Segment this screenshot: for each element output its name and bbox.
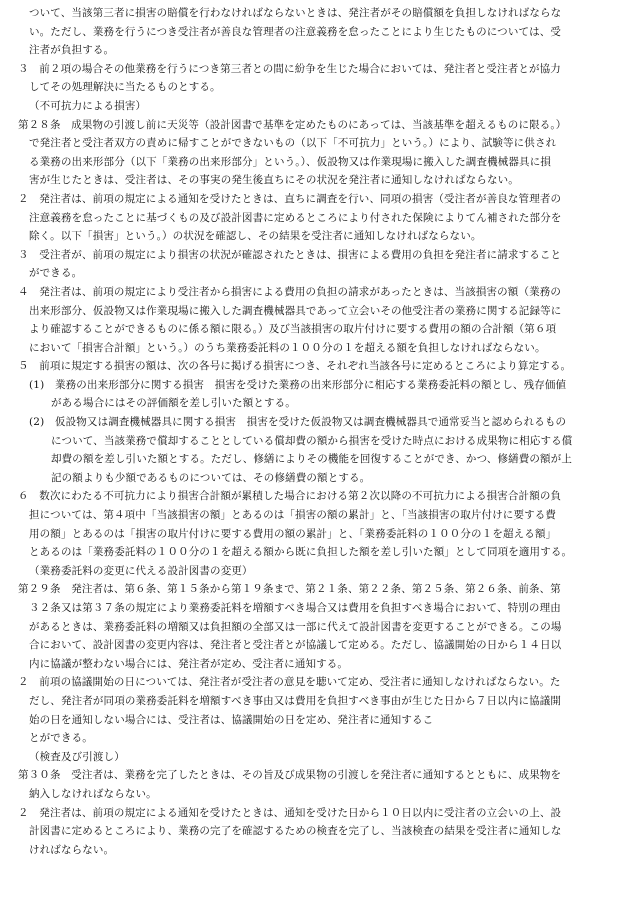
- document-line: において「損害合計額」という。）のうち業務委託料の１００分の１を超える額を負担しなければならない。: [29, 341, 546, 354]
- document-line: 記の額よりも少額であるものについては、その修繕費の額とする。: [51, 471, 371, 484]
- document-line: より確認することができるものに係る額に限る。）及び当該損害の取片付けに要する費用の額の合計額（第６項: [29, 323, 557, 336]
- document-line: してその処理解決に当たるものとする。: [29, 81, 221, 94]
- document-line: とができる。: [29, 732, 93, 745]
- document-line: ６ 数次にわたる不可抗力により損害合計額が累積した場合における第２次以降の不可抗力による損害合計額の負: [18, 490, 562, 503]
- document-line: （検査及び引渡し）: [29, 750, 125, 763]
- document-line: ２ 前項の協議開始の日については、発注者が受注者の意見を聴いて定め、受注者に通知しなければならない。た: [18, 676, 561, 689]
- document-line: 始の日を通知しない場合には、受注者は、協議開始の日を定め、発注者に通知するこ: [29, 713, 434, 726]
- document-line: 納入しなければならない。: [29, 787, 157, 800]
- document-line: とあるのは「業務委託料の１００分の１を超える額から既に負担した額を差し引いた額」として同項を適用する。: [29, 546, 573, 559]
- document-line: ３ 受注者が、前項の規定により損害の状況が確認されたときは、損害による費用の負担を発注者に請求すること: [18, 248, 562, 261]
- document-line: ４ 発注者は、前項の規定により受注者から損害による費用の負担の請求があったときは、当該損害の額（業務の: [18, 285, 562, 298]
- document-line: 内に協議が整わない場合には、発注者が定め、受注者に通知する。: [29, 657, 349, 670]
- document-line: 用の額」とあるのは「損害の取片付けに要する費用の額の累計」と、「業務委託料の１００分の１を超える額」: [29, 527, 557, 540]
- document-line: 却費の額を差し引いた額とする。ただし、修繕によりその機能を回復することができ、かつ、修繕費の額が上: [51, 453, 573, 466]
- document-line: ３ 前２項の場合その他業務を行うにつき第三者との間に紛争を生じた場合においては、発注者と受注者とが協力: [18, 62, 561, 75]
- document-body: [18, 4, 618, 859]
- document-line: (2) 仮設物又は調査機械器具に関する損害 損害を受けた仮設物又は調査機械器具で通常妥当と認められるもの: [29, 416, 567, 429]
- document-line: 計図書に定めるところにより、業務の完了を確認するための検査を完了し、当該検査の結果を受注者に通知しな: [29, 825, 562, 838]
- document-line: い。ただし、業務を行うにつき受注者が善良な管理者の注意義務を怠ったことにより生じたものについては、受: [29, 25, 562, 38]
- document-line: で発注者と受注者双方の責めに帰すことができないもの（以下「不可抗力」という。）により、試験等に供され: [29, 137, 557, 150]
- document-line: について、当該業務で償却することとしている償却費の額から損害を受けた時点における成果物に相応する償: [51, 434, 573, 447]
- document-line: 出来形部分、仮設物又は作業現場に搬入した調査機械器具であって立会いその他受注者の業務に関する記録等に: [29, 304, 562, 317]
- document-line: （不可抗力による損害）: [29, 99, 147, 112]
- document-line: ２ 発注者は、前項の規定による通知を受けたときは、直ちに調査を行い、同項の損害（受注者が善良な管理者の: [18, 192, 562, 205]
- document-line: 注意義務を怠ったことに基づくもの及び設計図書に定めるところにより付された保険によりてん補された部分を: [29, 211, 562, 224]
- document-line: 第２９条 発注者は、第６条、第１５条から第１９条まで、第２１条、第２２条、第２５条、第２６条、前条、第: [18, 583, 561, 596]
- document-line: 合において、設計図書の変更内容は、発注者と受注者とが協議して定める。ただし、協議開始の日から１４日以: [29, 639, 562, 652]
- document-line: ３２条又は第３７条の規定により業務委託料を増額すべき場合又は費用を負担すべき場合において、特別の理由: [29, 602, 561, 614]
- document-line: （業務委託料の変更に代える設計図書の変更）: [29, 564, 253, 577]
- document-line: る業務の出来形部分（以下「業務の出来形部分」という。）、仮設物又は作業現場に搬入した調査機械器具に損: [29, 155, 551, 168]
- document-line: 第３０条 受注者は、業務を完了したときは、その旨及び成果物の引渡しを発注者に通知するとともに、成果物を: [18, 769, 562, 782]
- document-line: ５ 前項に規定する損害の額は、次の各号に掲げる損害につき、それぞれ当該各号に定めるところにより算定する。: [18, 360, 572, 373]
- document-line: だし、発注者が同項の業務委託料を増額すべき事由又は費用を負担すべき事由が生じた日から７日以内に協議開: [29, 694, 562, 707]
- document-line: ２ 発注者は、前項の規定による通知を受けたときは、通知を受けた日から１０日以内に受注者の立会いの上、設: [18, 806, 562, 819]
- document-line: 担については、第４項中「当該損害の額」とあるのは「損害の額の累計」と、「当該損害の取片付けに要する費: [29, 509, 557, 522]
- document-line: がある場合にはその評価額を差し引いた額とする。: [51, 397, 296, 410]
- document-line: 害が生じたときは、受注者は、その事実の発生後直ちにその状況を発注者に通知しなければならない。: [29, 174, 519, 187]
- document-line: ができる。: [29, 267, 83, 280]
- document-line: ければならない。: [29, 843, 115, 856]
- document-line: (1) 業務の出来形部分に関する損害 損害を受けた業務の出来形部分に相応する業務委託料の額とし、残存価値: [29, 378, 567, 391]
- document-line: ついて、当該第三者に損害の賠償を行わなければならないときは、発注者がその賠償額を負担しなければならな: [29, 7, 562, 19]
- document-line: 注者が負担する。: [29, 44, 115, 57]
- document-line: 第２８条 成果物の引渡し前に天災等（設計図書で基準を定めたものにあっては、当該基準を超えるものに限る。）: [18, 118, 567, 131]
- document-line: 除く。以下「損害」という。）の状況を確認し、その結果を受注者に通知しなければならない。: [29, 230, 482, 243]
- document-line: があるときは、業務委託料の増額又は負担額の全部又は一部に代えて設計図書を変更することができる。この場: [29, 620, 562, 633]
